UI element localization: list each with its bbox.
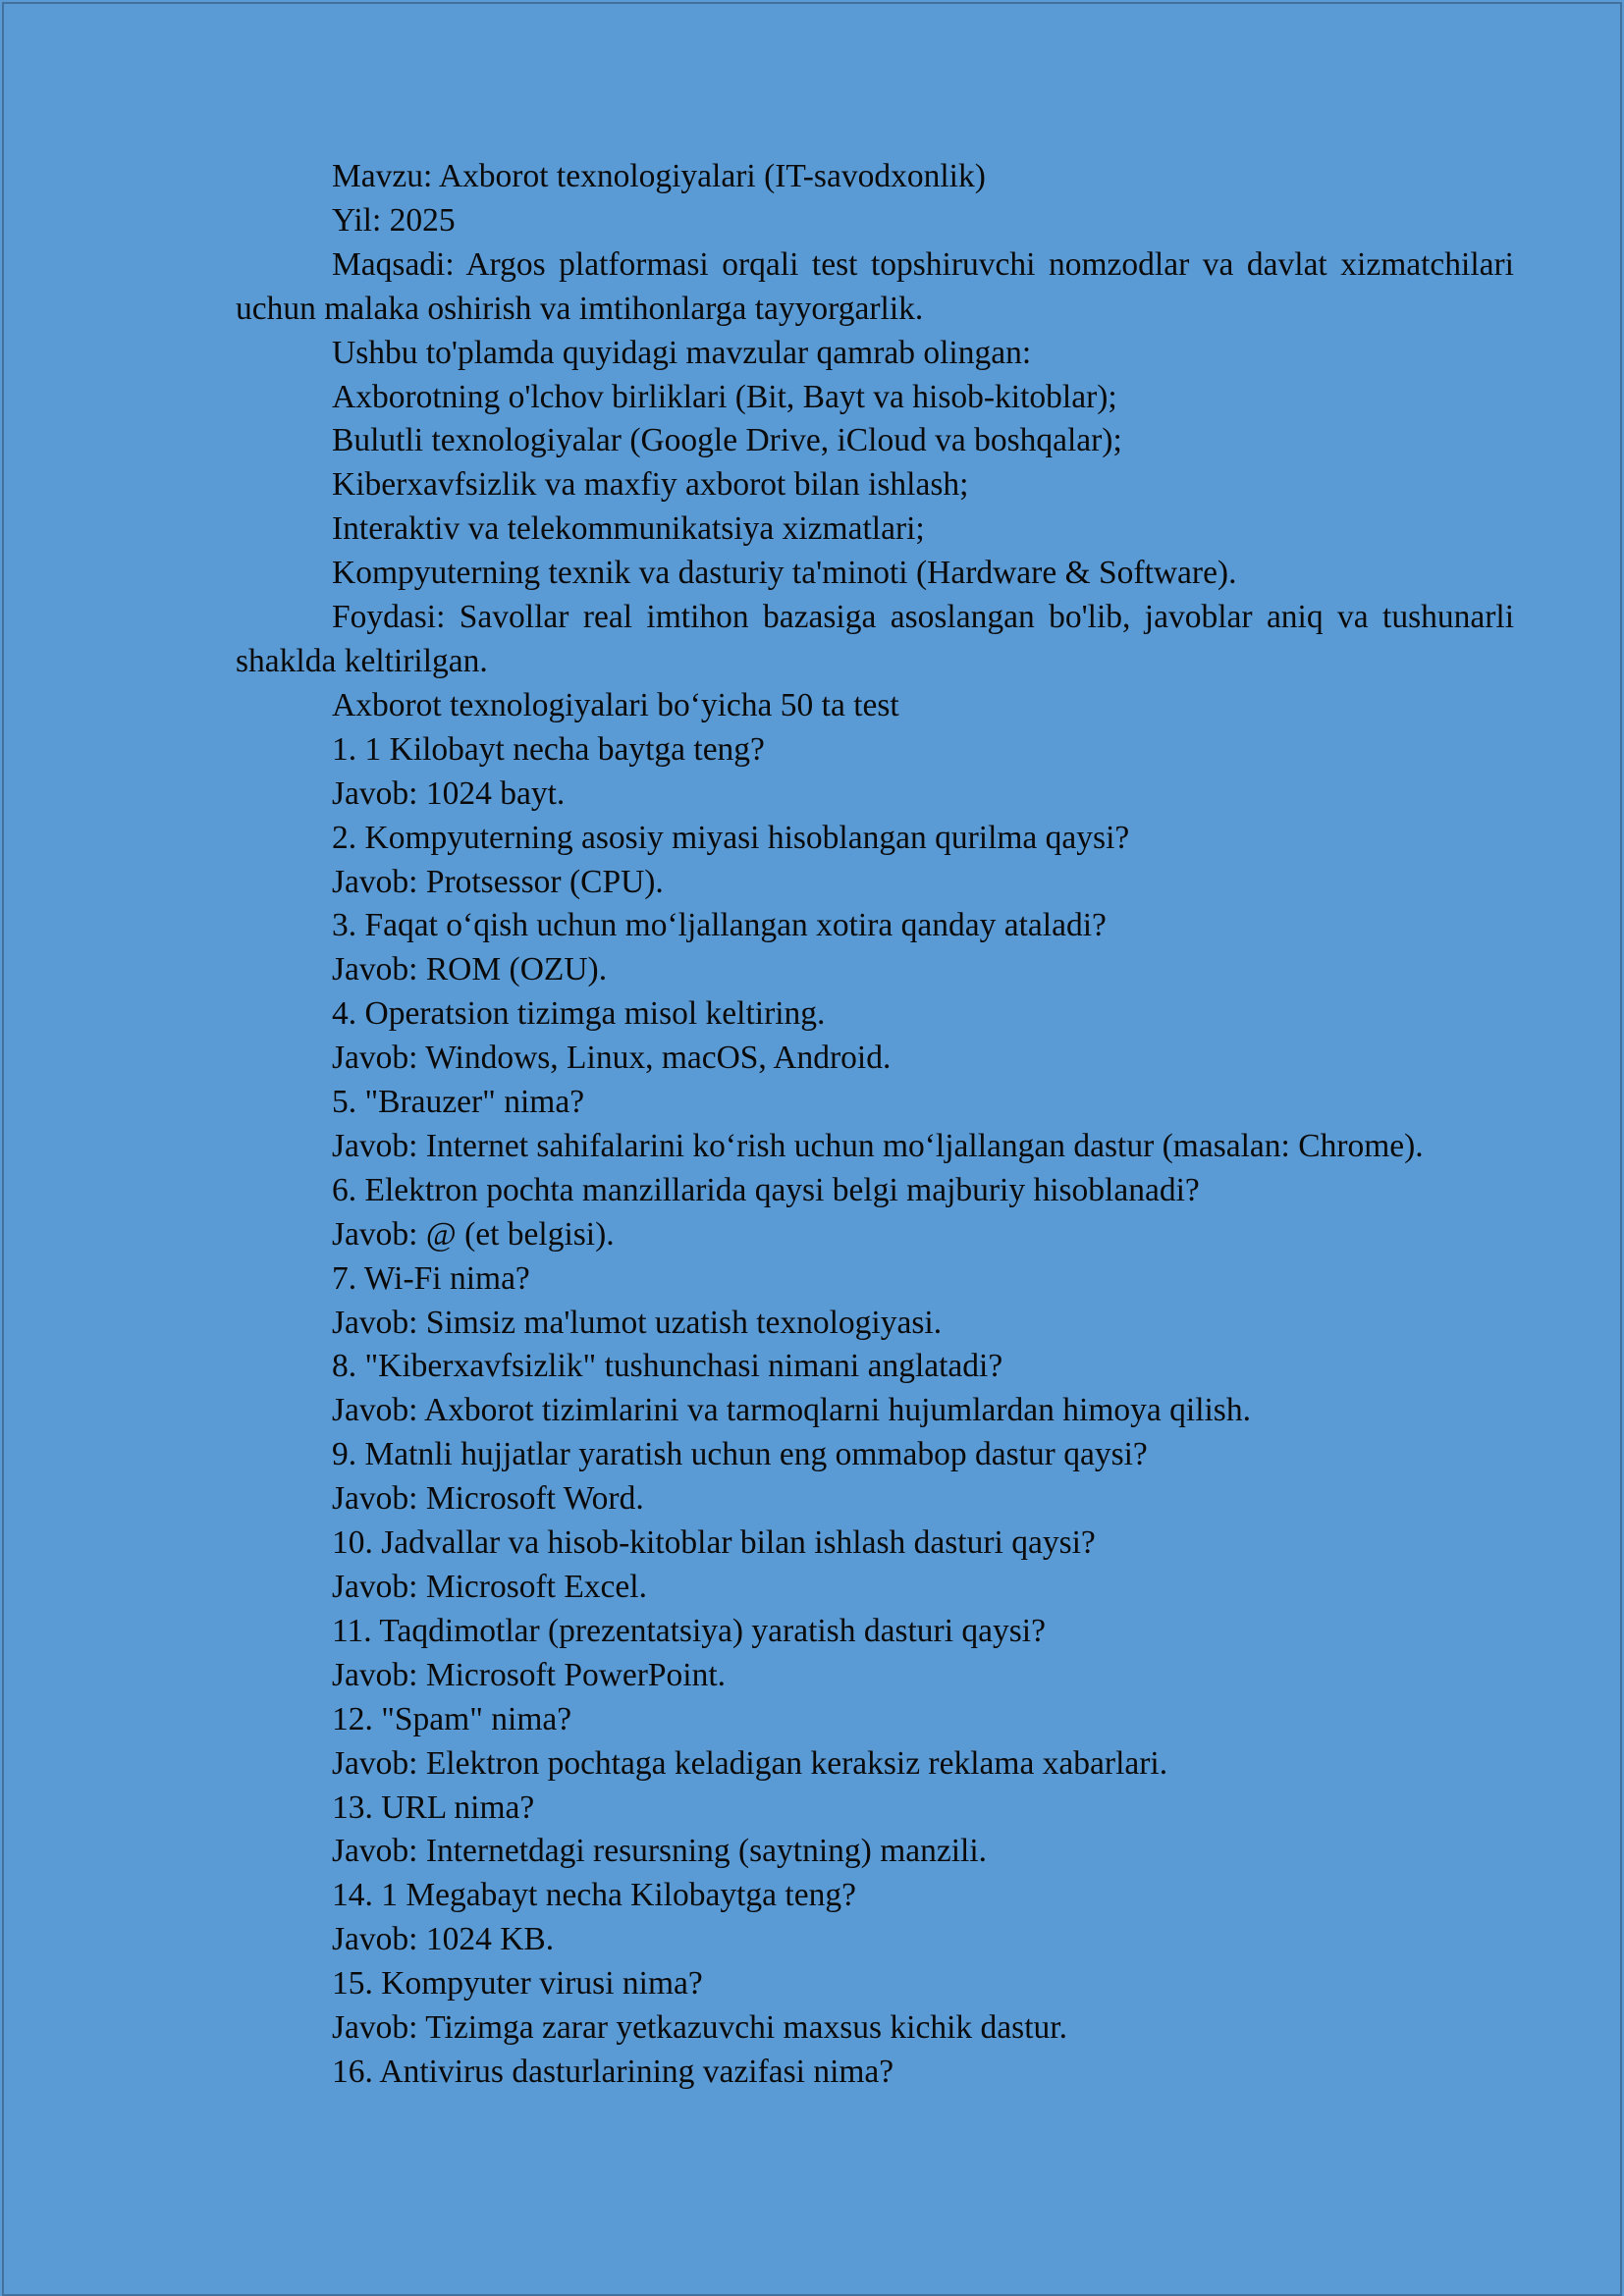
question-text: 11. Taqdimotlar (prezentatsiya) yaratish dasturi qaysi? — [332, 1612, 1046, 1649]
topics-intro: Ushbu to'plamda quyidagi mavzular qamrab olingan: — [332, 334, 1032, 371]
question-text: 10. Jadvallar va hisob-kitoblar bilan ishlash dasturi qaysi? — [332, 1524, 1096, 1562]
test-title: Axborot texnologiyalari bo‘yicha 50 ta test — [332, 686, 899, 723]
answer-text: Javob: Tizimga zarar yetkazuvchi maxsus kichik dastur. — [332, 2009, 1067, 2047]
answer-text: Javob: Windows, Linux, macOS, Android. — [332, 1040, 892, 1077]
answer-text: Javob: Elektron pochtaga keladigan keraksiz reklama xabarlari. — [332, 1744, 1168, 1782]
benefit-paragraph: Foydasi: Savollar real imtihon bazasiga asoslangan bo'lib, javoblar aniq va tushunarli shaklda keltirilgan. — [236, 599, 1514, 679]
question-text: 9. Matnli hujjatlar yaratish uchun eng ommabop dastur qaysi? — [332, 1436, 1148, 1473]
question-text: 4. Operatsion tizimga misol keltiring. — [332, 995, 826, 1033]
question-text: 5. "Brauzer" nima? — [332, 1084, 585, 1121]
answer-text: Javob: @ (et belgisi). — [332, 1215, 615, 1253]
answer-text: Javob: Microsoft Excel. — [332, 1569, 647, 1605]
topic-item: Axborotning o'lchov birliklari (Bit, Bayt va hisob-kitoblar); — [332, 378, 1117, 415]
answer-text: Javob: Microsoft PowerPoint. — [332, 1656, 727, 1693]
subject-line: Mavzu: Axborot texnologiyalari (IT-savodxonlik) — [332, 158, 986, 194]
answer-text: Javob: Internet sahifalarini ko‘rish uchun mo‘ljallangan dastur (masalan: Chrome). — [332, 1127, 1424, 1164]
question-text: 12. "Spam" nima? — [332, 1700, 572, 1737]
question-text: 15. Kompyuter virusi nima? — [332, 1965, 703, 2002]
question-text: 3. Faqat o‘qish uchun mo‘ljallangan xotira qanday ataladi? — [332, 907, 1107, 944]
question-text: 1. 1 Kilobayt necha baytga teng? — [332, 730, 765, 768]
answer-text: Javob: Axborot tizimlarini va tarmoqlarni hujumlardan himoya qilish. — [332, 1392, 1251, 1429]
document-page — [2, 2, 1622, 2296]
answer-text: Javob: Microsoft Word. — [332, 1480, 644, 1518]
question-text: 16. Antivirus dasturlarining vazifasi nima? — [332, 2053, 894, 2090]
question-text: 2. Kompyuterning asosiy miyasi hisoblangan qurilma qaysi? — [332, 819, 1130, 856]
answer-text: Javob: ROM (OZU). — [332, 951, 608, 988]
year-line: Yil: 2025 — [332, 201, 456, 239]
question-text: 7. Wi-Fi nima? — [332, 1259, 530, 1297]
question-text: 6. Elektron pochta manzillarida qaysi belgi majburiy hisoblanadi? — [332, 1171, 1200, 1208]
answer-text: Javob: Protsessor (CPU). — [332, 863, 664, 900]
topic-item: Kiberxavfsizlik va maxfiy axborot bilan ishlash; — [332, 466, 969, 504]
topic-item: Kompyuterning texnik va dasturiy ta'minoti (Hardware & Software). — [332, 555, 1237, 592]
qa-list — [236, 728, 1514, 2095]
document-body — [236, 155, 1514, 2095]
question-text: 14. 1 Megabayt necha Kilobaytga teng? — [332, 1877, 856, 1914]
answer-text: Javob: 1024 KB. — [332, 1921, 555, 1958]
purpose-paragraph: Maqsadi: Argos platformasi orqali test topshiruvchi nomzodlar va davlat xizmatchilari uchun malaka oshirish va imtihonlarga tayyorgarlik. — [236, 245, 1514, 327]
question-text: 13. URL nima? — [332, 1789, 535, 1826]
topic-item: Interaktiv va telekommunikatsiya xizmatlari; — [332, 510, 925, 548]
topic-item: Bulutli texnologiyalar (Google Drive, iCloud va boshqalar); — [332, 422, 1122, 459]
answer-text: Javob: Internetdagi resursning (saytning) manzili. — [332, 1833, 988, 1870]
answer-text: Javob: Simsiz ma'lumot uzatish texnologiyasi. — [332, 1304, 943, 1341]
question-text: 8. "Kiberxavfsizlik" tushunchasi nimani anglatadi? — [332, 1348, 1003, 1385]
answer-text: Javob: 1024 bayt. — [332, 774, 566, 812]
